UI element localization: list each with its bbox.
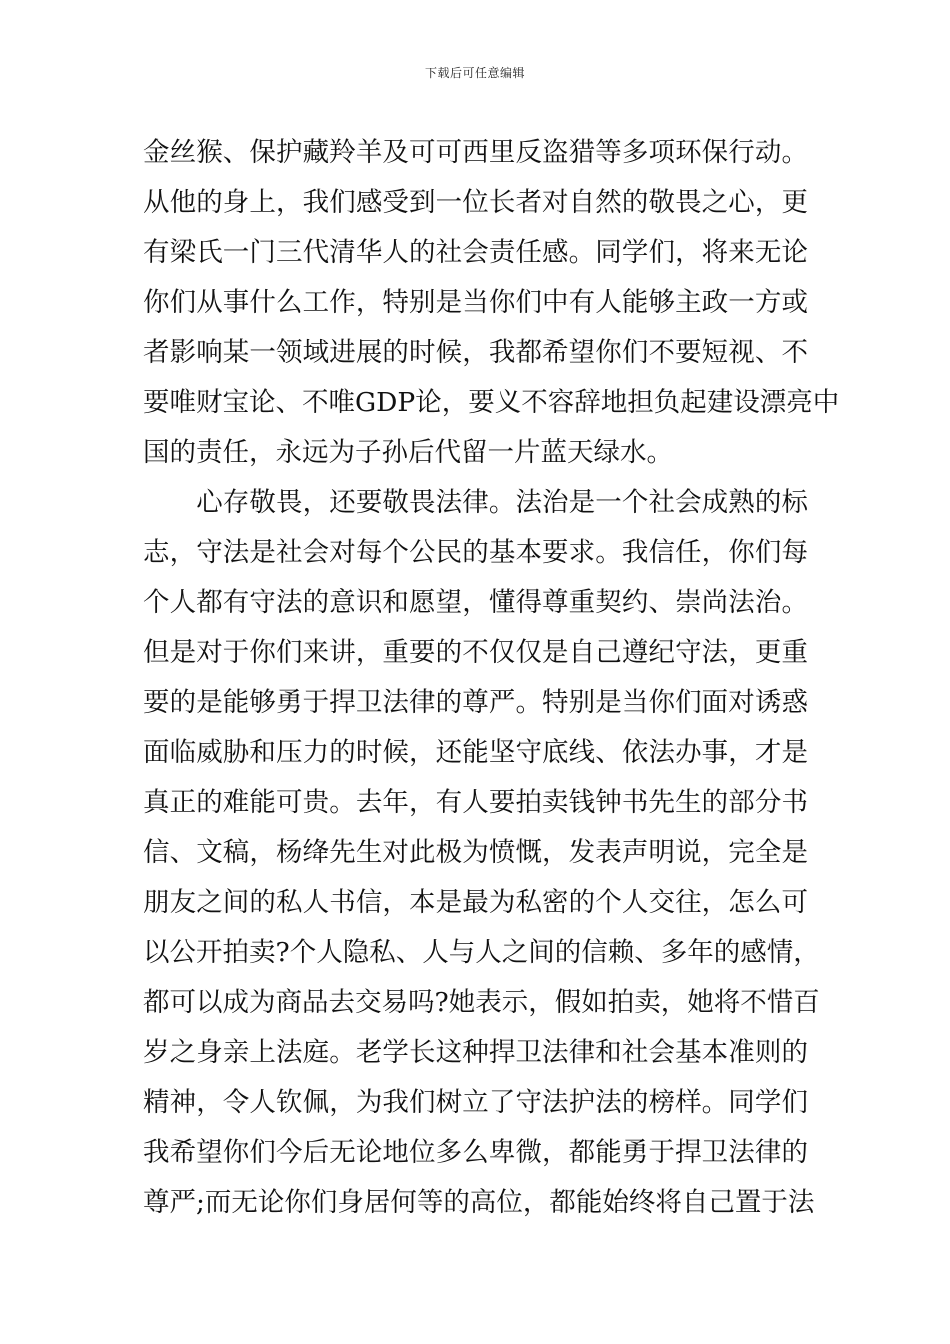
text-line: 都可以成为商品去交易吗?她表示，假如拍卖，她将不惜百: [143, 987, 820, 1018]
text-line: 朋友之间的私人书信，本是最为私密的个人交往，怎么可: [143, 887, 808, 918]
text-line: 你们从事什么工作，特别是当你们中有人能够主政一方或: [143, 287, 808, 318]
body-text: [143, 128, 840, 1228]
text-line: 精神，令人钦佩，为我们树立了守法护法的榜样。同学们: [143, 1087, 808, 1118]
text-line: 者影响某一领域进展的时候，我都希望你们不要短视、不: [143, 337, 808, 368]
text-line: 金丝猴、保护藏羚羊及可可西里反盗猎等多项环保行动。: [143, 137, 808, 168]
text-line: 志，守法是社会对每个公民的基本要求。我信任，你们每: [143, 537, 808, 568]
text-line: 国的责任，永远为子孙后代留一片蓝天绿水。: [143, 437, 673, 468]
text-line: 真正的难能可贵。去年，有人要拍卖钱钟书先生的部分书: [143, 787, 808, 818]
text-line: 要唯财宝论、不唯GDP论，要义不容辞地担负起建设漂亮中: [143, 387, 840, 418]
text-line: 有梁氏一门三代清华人的社会责任感。同学们，将来无论: [143, 237, 808, 268]
text-line: 岁之身亲上法庭。老学长这种捍卫法律和社会基本准则的: [143, 1037, 808, 1068]
text-line: 从他的身上，我们感受到一位长者对自然的敬畏之心，更: [143, 187, 808, 218]
text-line: 我希望你们今后无论地位多么卑微，都能勇于捍卫法律的: [143, 1137, 808, 1168]
text-line: 面临威胁和压力的时候，还能坚守底线、依法办事，才是: [143, 737, 808, 768]
text-line: 但是对于你们来讲，重要的不仅仅是自己遵纪守法，更重: [143, 637, 808, 668]
text-line: 心存敬畏，还要敬畏法律。法治是一个社会成熟的标: [143, 487, 808, 518]
text-line: 以公开拍卖?个人隐私、人与人之间的信赖、多年的感情，: [143, 937, 820, 968]
text-line: 尊严;而无论你们身居何等的高位，都能始终将自己置于法: [143, 1187, 815, 1218]
text-line: 信、文稿，杨绛先生对此极为愤慨，发表声明说，完全是: [143, 837, 808, 868]
text-line: 要的是能够勇于捍卫法律的尊严。特别是当你们面对诱惑: [143, 687, 808, 718]
page-header: 下载后可任意编辑: [424, 66, 525, 80]
text-line: 个人都有守法的意识和愿望，懂得尊重契约、崇尚法治。: [143, 587, 808, 618]
